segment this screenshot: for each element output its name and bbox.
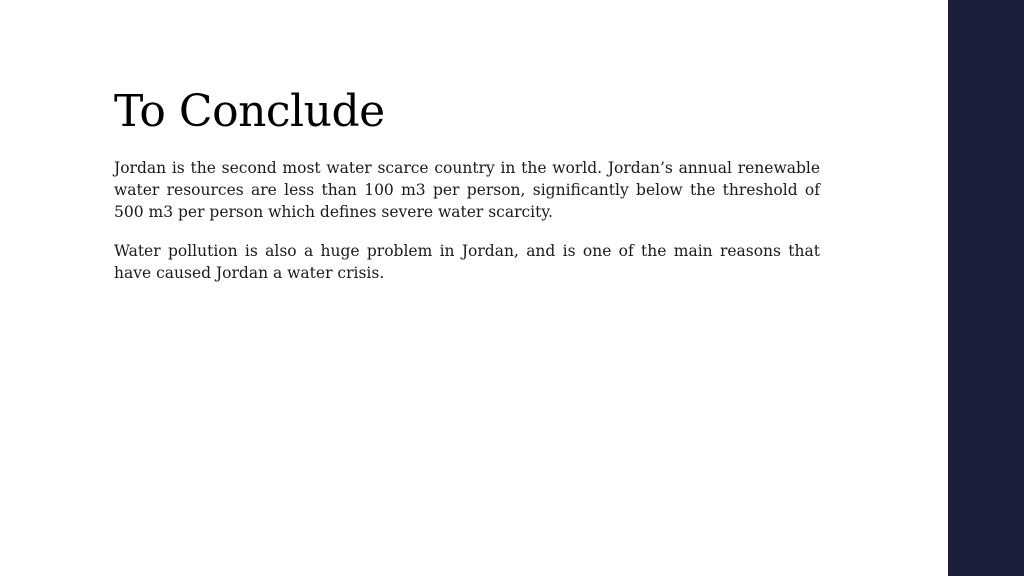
paragraph-water-scarcity: Jordan is the second most water scarce country in the world. Jordan’s annual renewable water resources are less than 100 m3 per person, significantly below the threshold of 500 m3 per person which defines severe water scarcity. bbox=[114, 159, 820, 221]
decorative-side-bar bbox=[948, 0, 1024, 576]
paragraph-water-pollution: Water pollution is also a huge problem in Jordan, and is one of the main reasons that have caused Jordan a water crisis. bbox=[114, 242, 820, 282]
slide-body bbox=[114, 157, 820, 301]
slide-title: To Conclude bbox=[114, 86, 385, 137]
